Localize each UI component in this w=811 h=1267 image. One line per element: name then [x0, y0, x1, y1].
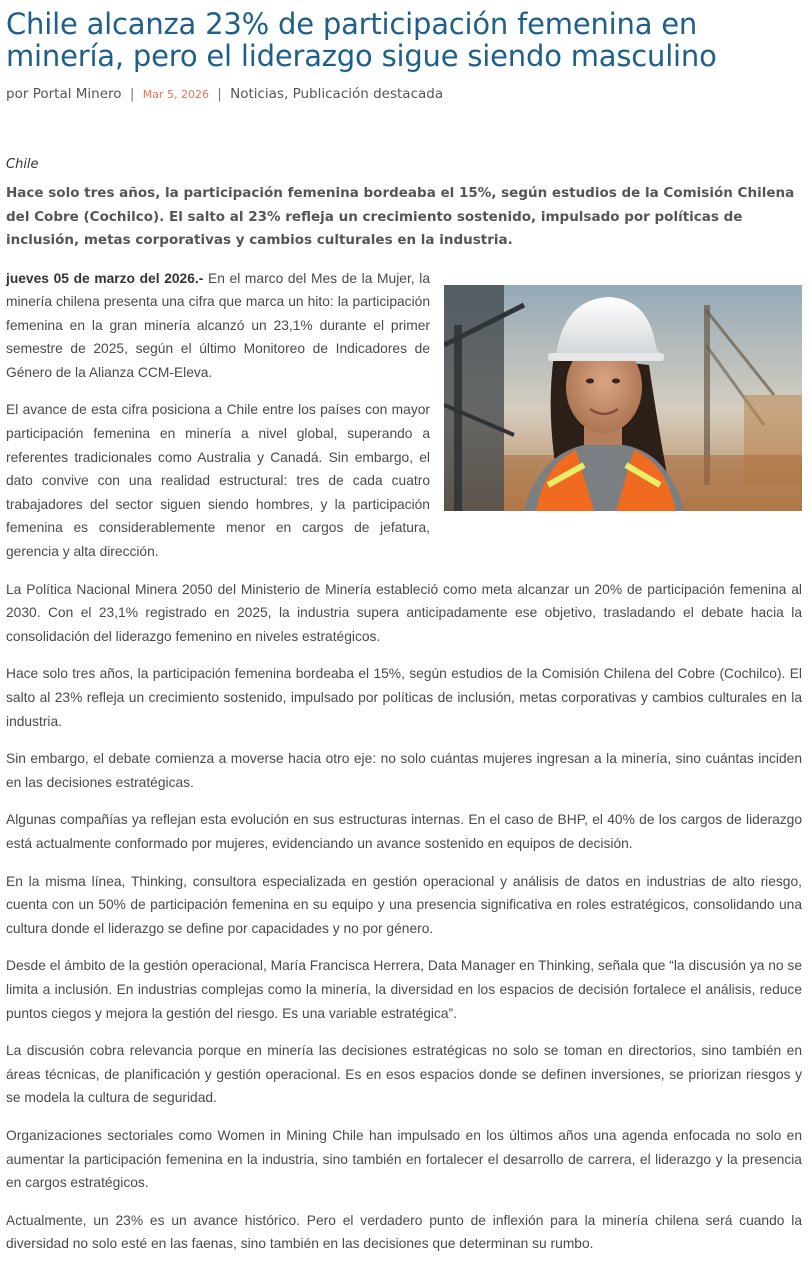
meta-separator: | — [217, 86, 222, 102]
paragraph-1-text: En el marco del Mes de la Mujer, la minería chilena presenta una cifra que marca un hito: la participación femenina en la gran minería alcanzó un 23,1% durante el primer semestre de 2025, según el último Monitoreo de Indicadores de Género de la Alianza CCM-Eleva. — [6, 270, 430, 380]
meta-separator: | — [129, 86, 135, 102]
article-meta — [6, 84, 802, 105]
author-link[interactable]: Portal Minero — [32, 86, 122, 102]
paragraph-7: En la misma línea, Thinking, consultora especializada en gestión operacional y análisis de datos en industrias de alto riesgo, cuenta con un 50% de participación femenina en su equipo y una presencia significativa en roles estratégicos, consolidando una cultura donde el liderazgo se define por capacidades y no por género. — [6, 873, 802, 936]
article-location: Chile — [6, 157, 39, 172]
paragraph-2: El avance de esta cifra posiciona a Chile entre los países con mayor participación femenina en minería a nivel global, superando a referentes tradicionales como Australia y Canadá. Sin embargo, el dato convive con una realidad estructural: tres de cada cuatro trabajadores del sector siguen siendo hombres, y la participación femenina es considerablemente menor en cargos de jefatura, gerencia y alta dirección. — [6, 402, 430, 560]
article-body — [6, 267, 802, 1256]
paragraph-10: Organizaciones sectoriales como Women in Mining Chile han impulsado en los últimos años una agenda enfocada no solo en aumentar la participación femenina en la industria, sino también en fortalecer el desarrollo de carrera, el liderazgo y la presencia en cargos estratégicos. — [6, 1127, 802, 1191]
paragraph-11: Actualmente, un 23% es un avance histórico. Pero el verdadero punto de inflexión para la minería chilena será cuando la diversidad no solo esté en las faenas, sino también en las decisiones que determinan su rumbo. — [6, 1212, 802, 1252]
paragraph-8: Desde el ámbito de la gestión operacional, María Francisca Herrera, Data Manager en Thinking, señala que “la discusión ya no se limita a inclusión. En industrias complejas como la minería, la diversidad en los espacios de decisión fortalece el análisis, reduce puntos ciegos y mejora la gestión del riesgo. Es una variable estratégica”. — [6, 958, 802, 1021]
paragraph-6: Algunas compañías ya reflejan esta evolución en sus estructuras internas. En el caso de BHP, el 40% de los cargos de liderazgo está actualmente conformado por mujeres, evidenciando un avance sostenido en equipos de decisión. — [6, 812, 802, 851]
category-link-destacada[interactable]: Publicación destacada — [292, 86, 444, 102]
article-title: Chile alcanza 23% de participación femenina en minería, pero el liderazgo sigue siendo masculino — [6, 7, 717, 73]
photo-illustration — [444, 285, 802, 511]
article-lead: Hace solo tres años, la participación femenina bordeaba el 15%, según estudios de la Comisión Chilena del Cobre (Cochilco). El salto al 23% refleja un crecimiento sostenido, impulsado por políticas de inclusión, metas corporativas y cambios culturales en la industria. — [6, 185, 795, 248]
meta-by-prefix: por — [6, 86, 29, 102]
publish-date: Mar 5, 2026 — [142, 88, 209, 101]
category-link-noticias[interactable]: Noticias — [230, 86, 284, 102]
category-separator: , — [284, 86, 289, 102]
dateline: jueves 05 de marzo del 2026.- — [6, 270, 204, 286]
paragraph-4: Hace solo tres años, la participación femenina bordeaba el 15%, según estudios de la Comisión Chilena del Cobre (Cochilco). El salto al 23% refleja un crecimiento sostenido, impulsado por políticas de inclusión, metas corporativas y cambios culturales en la industria. — [6, 666, 802, 729]
paragraph-9: La discusión cobra relevancia porque en minería las decisiones estratégicas no solo se toman en directorios, sino también en áreas técnicas, de planificación y gestión operacional. Es en esos espacios donde se definen inversiones, se priorizan riesgos y se modela la cultura de seguridad. — [6, 1043, 802, 1106]
woman-miner-photo — [444, 285, 802, 511]
paragraph-3: La Política Nacional Minera 2050 del Ministerio de Minería estableció como meta alcanzar un 20% de participación femenina al 2030. Con el 23,1% registrado en 2025, la industria supera anticipadamente ese objetivo, trasladando el debate hacia la consolidación del liderazgo femenino en niveles estratégicos. — [6, 581, 802, 644]
paragraph-5: Sin embargo, el debate comienza a moverse hacia otro eje: no solo cuántas mujeres ingresan a la minería, sino cuántas inciden en las decisiones estratégicas. — [6, 751, 802, 790]
